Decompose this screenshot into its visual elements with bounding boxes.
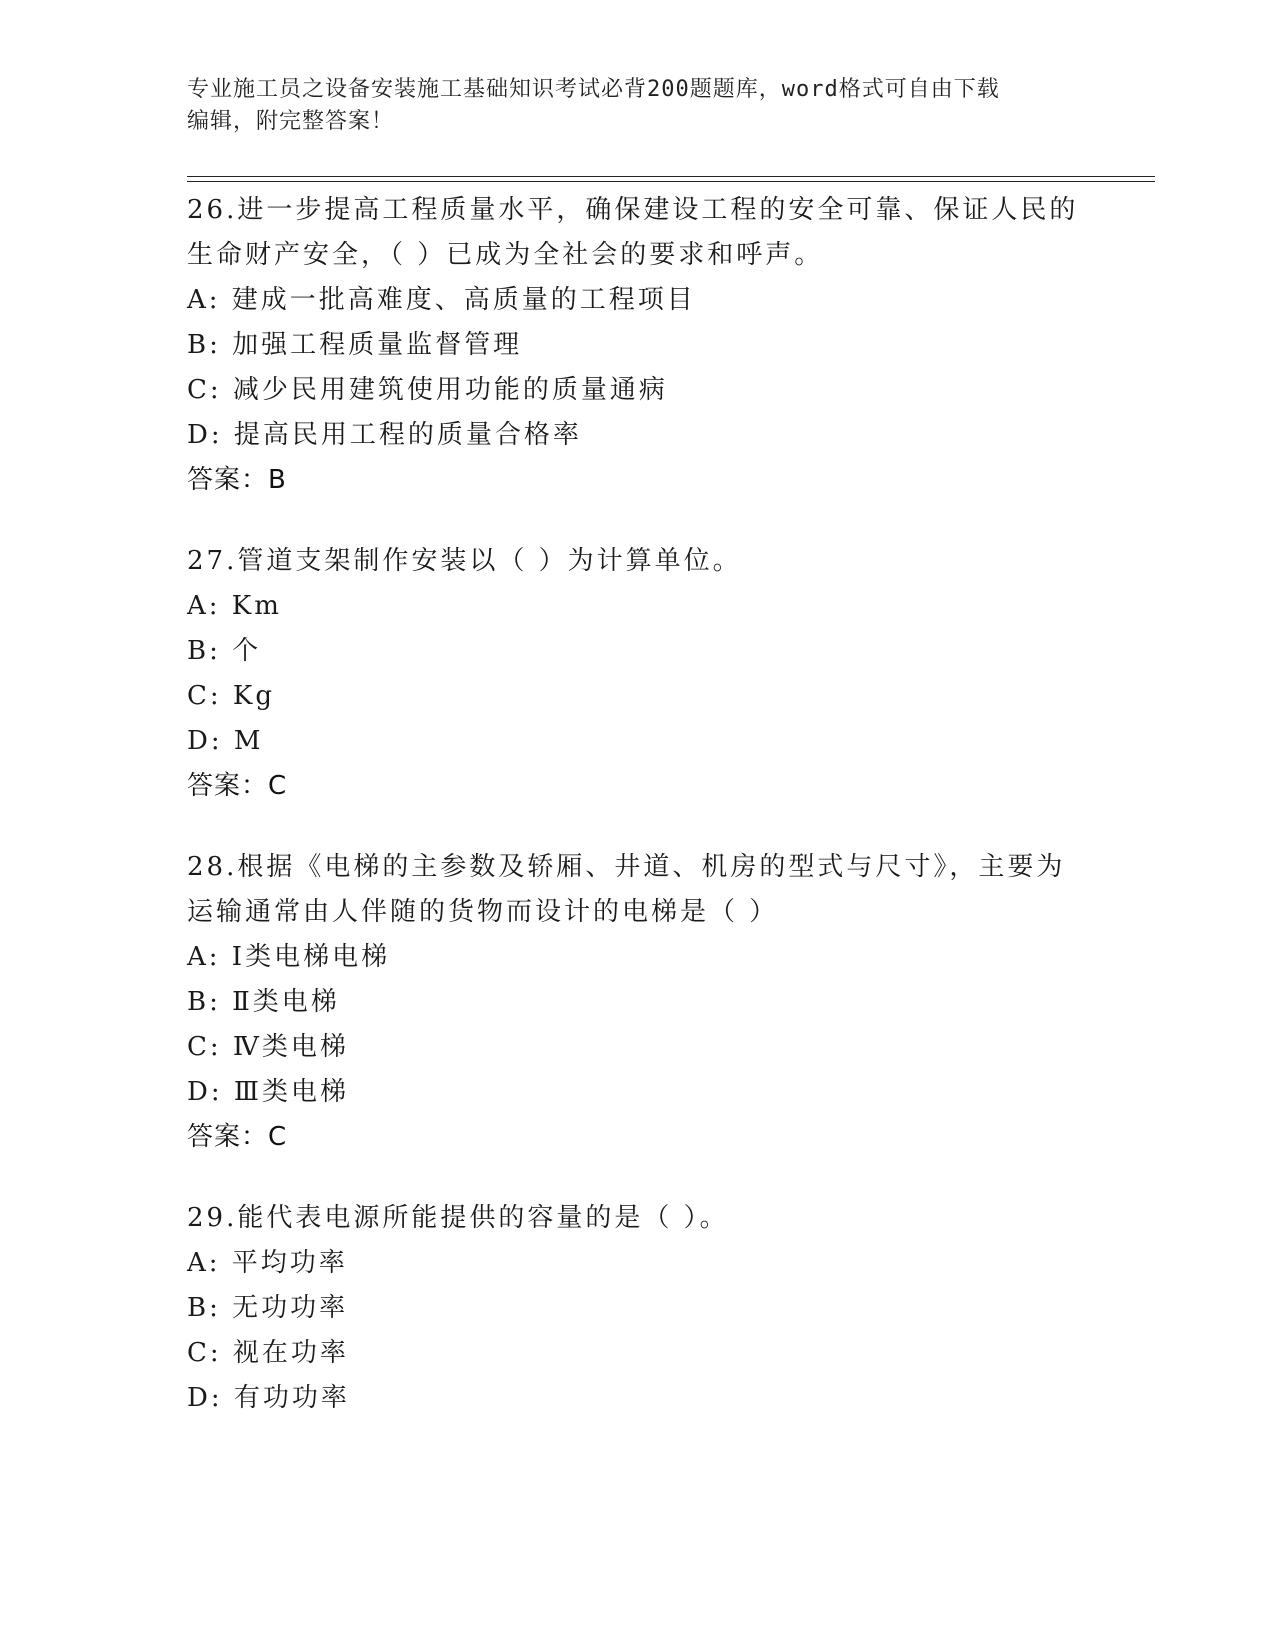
option-a: A: 建成一批高难度、高质量的工程项目	[187, 285, 696, 315]
option-d: D: 有功功率	[187, 1383, 350, 1413]
option-a: A: Km	[187, 591, 282, 621]
option-d: D: 提高民用工程的质量合格率	[187, 420, 582, 450]
question-stem	[187, 539, 1087, 584]
stem-line: 28.根据《电梯的主参数及轿厢、井道、机房的型式与尺寸》，主要为	[187, 852, 1066, 882]
option-a: A: Ⅰ类电梯电梯	[187, 942, 391, 972]
option-b: B: 无功功率	[187, 1293, 349, 1323]
question-stem	[187, 1196, 1087, 1241]
answer-line: 答案：B	[187, 465, 287, 495]
option-c: C: 视在功率	[187, 1338, 349, 1368]
question-26	[187, 188, 1087, 503]
question-28	[187, 845, 1087, 1160]
stem-line: 26.进一步提高工程质量水平，确保建设工程的安全可靠、保证人民的	[187, 195, 1079, 225]
question-27	[187, 539, 1087, 809]
stem-line: 27.管道支架制作安装以（ ）为计算单位。	[187, 546, 742, 576]
question-stem	[187, 188, 1087, 278]
question-list	[187, 188, 1087, 1457]
header-divider-top	[187, 176, 1155, 177]
option-c: C: 减少民用建筑使用功能的质量通病	[187, 375, 668, 405]
option-b: B: 加强工程质量监督管理	[187, 330, 523, 360]
document-header	[187, 74, 1087, 138]
option-b: B: Ⅱ类电梯	[187, 987, 340, 1017]
header-divider-bottom	[187, 181, 1155, 182]
header-line-2: 编辑，附完整答案！	[187, 109, 395, 134]
option-c: C: Kg	[187, 681, 275, 711]
question-stem	[187, 845, 1087, 935]
option-d: D: Ⅲ类电梯	[187, 1077, 349, 1107]
stem-line: 生命财产安全，（ ）已成为全社会的要求和呼声。	[187, 240, 824, 270]
answer-line: 答案：C	[187, 771, 288, 801]
question-29	[187, 1196, 1087, 1421]
header-line-1: 专业施工员之设备安装施工基础知识考试必背200题题库，word格式可自由下载	[187, 77, 1000, 102]
answer-line: 答案：C	[187, 1122, 288, 1152]
option-a: A: 平均功率	[187, 1248, 348, 1278]
option-d: D: M	[187, 726, 264, 756]
option-b: B: 个	[187, 636, 262, 666]
stem-line: 运输通常由人伴随的货物而设计的电梯是（ ）	[187, 897, 779, 927]
option-c: C: Ⅳ类电梯	[187, 1032, 349, 1062]
stem-line: 29.能代表电源所能提供的容量的是（ ）。	[187, 1203, 729, 1233]
